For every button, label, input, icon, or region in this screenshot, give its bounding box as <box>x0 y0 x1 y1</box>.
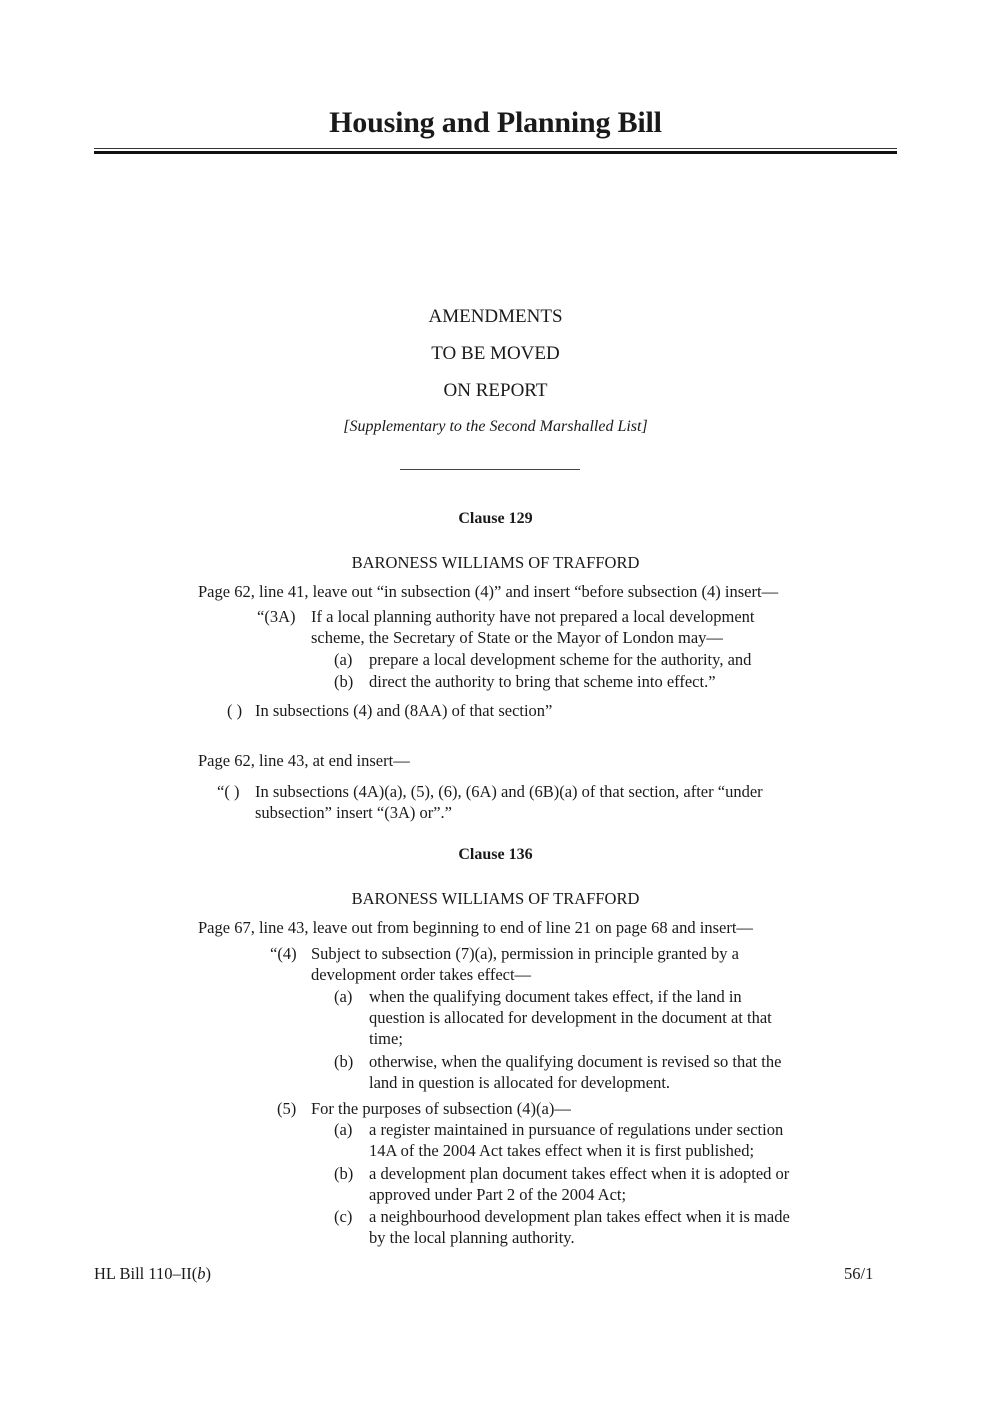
paragraph-text: direct the authority to bring that scheme into effect.” <box>369 672 716 691</box>
amendment-instruction: Page 62, line 41, leave out “in subsection (4)” and insert “before subsection (4) insert— <box>198 582 779 601</box>
paragraph-number: (c) <box>334 1207 353 1226</box>
paragraph-text: a neighbourhood development plan takes effect when it is made <box>369 1207 790 1226</box>
paragraph-text: by the local planning authority. <box>369 1228 575 1247</box>
title-rule-thick <box>94 151 897 154</box>
subsection-text: If a local planning authority have not prepared a local development <box>311 607 755 626</box>
paragraph-number: (b) <box>334 672 354 691</box>
paragraph-text: land in question is allocated for development. <box>369 1073 671 1092</box>
subsection-number: (5) <box>277 1099 297 1118</box>
paragraph-text: time; <box>369 1029 403 1048</box>
amendment-instruction: Page 62, line 43, at end insert— <box>198 751 410 770</box>
title-rule-thin <box>94 148 897 149</box>
bill-reference <box>94 1263 211 1284</box>
mover-name: BARONESS WILLIAMS OF TRAFFORD <box>351 553 640 572</box>
paragraph-text: question is allocated for development in the document at that <box>369 1008 772 1027</box>
paragraph-text: a register maintained in pursuance of regulations under section <box>369 1120 784 1139</box>
paragraph-number: (b) <box>334 1052 354 1071</box>
subsection-text: subsection” insert “(3A) or”.” <box>255 803 453 822</box>
heading-line-3: ON REPORT <box>443 380 548 401</box>
subtitle: [Supplementary to the Second Marshalled List] <box>343 418 648 435</box>
subsection-text: Subject to subsection (7)(a), permission in principle granted by a <box>311 944 739 963</box>
separator-rule <box>400 469 580 470</box>
subsection-number: ( ) <box>227 701 243 720</box>
subsection-number: “(4) <box>270 944 297 963</box>
bill-reference-prefix: HL Bill 110–II( <box>94 1264 198 1283</box>
clause-heading: Clause 129 <box>458 510 533 527</box>
paragraph-number: (b) <box>334 1164 354 1183</box>
subsection-text: In subsections (4) and (8AA) of that section” <box>255 701 553 720</box>
subsection-text: For the purposes of subsection (4)(a)— <box>311 1099 571 1118</box>
document-title: Housing and Planning Bill <box>329 106 662 139</box>
subsection-number: “( ) <box>217 782 240 801</box>
paragraph-number: (a) <box>334 650 353 669</box>
heading-line-1: AMENDMENTS <box>428 306 563 327</box>
paragraph-number: (a) <box>334 987 353 1006</box>
amendment-instruction: Page 67, line 43, leave out from beginning to end of line 21 on page 68 and insert— <box>198 918 753 937</box>
page-reference: 56/1 <box>844 1264 874 1283</box>
subsection-text: development order takes effect— <box>311 965 532 984</box>
subsection-text: scheme, the Secretary of State or the Mayor of London may— <box>311 628 723 647</box>
paragraph-text: prepare a local development scheme for the authority, and <box>369 650 752 669</box>
paragraph-text: otherwise, when the qualifying document is revised so that the <box>369 1052 782 1071</box>
subsection-number: “(3A) <box>257 607 296 626</box>
bill-reference-suffix: ) <box>205 1264 212 1283</box>
bill-reference-italic: b <box>197 1264 206 1283</box>
heading-line-2: TO BE MOVED <box>431 343 560 364</box>
paragraph-text: a development plan document takes effect when it is adopted or <box>369 1164 790 1183</box>
paragraph-text: 14A of the 2004 Act takes effect when it is first published; <box>369 1141 755 1160</box>
subsection-text: In subsections (4A)(a), (5), (6), (6A) and (6B)(a) of that section, after “under <box>255 782 763 801</box>
paragraph-text: approved under Part 2 of the 2004 Act; <box>369 1185 627 1204</box>
mover-name: BARONESS WILLIAMS OF TRAFFORD <box>351 889 640 908</box>
clause-heading: Clause 136 <box>458 846 533 863</box>
paragraph-number: (a) <box>334 1120 353 1139</box>
paragraph-text: when the qualifying document takes effect, if the land in <box>369 987 742 1006</box>
